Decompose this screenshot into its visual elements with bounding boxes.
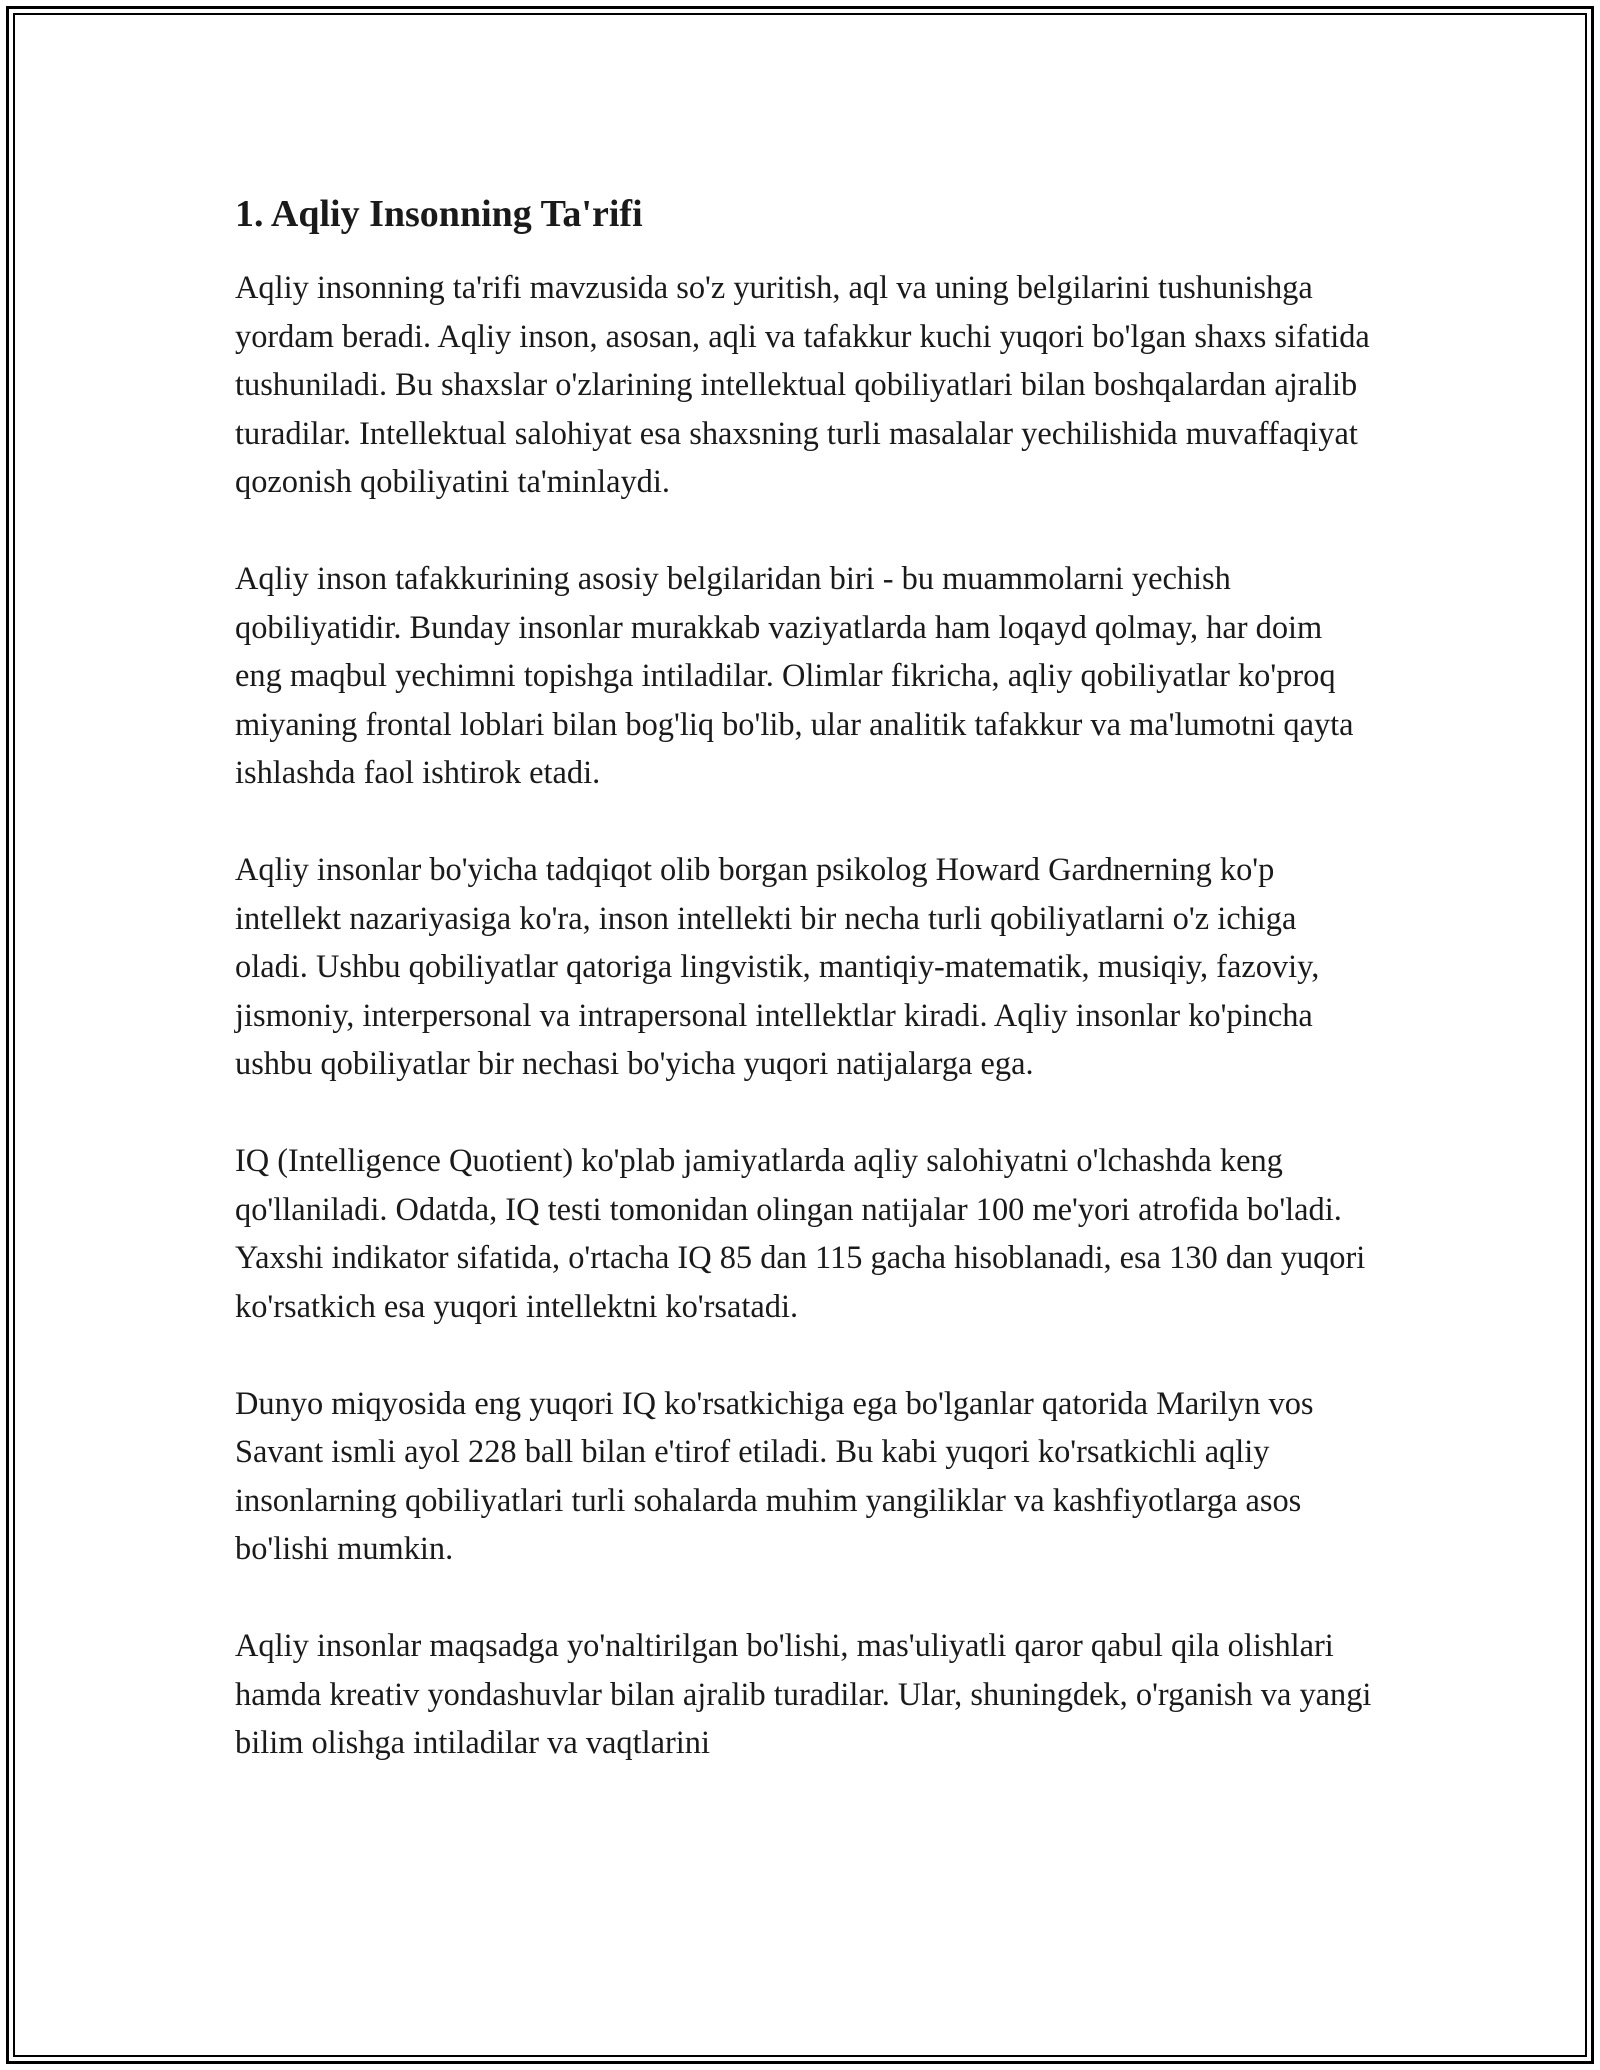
paragraph-highest-iq: Dunyo miqyosida eng yuqori IQ ko'rsatkichiga ega bo'lganlar qatorida Marilyn vos Savant ismli ayol 228 ball bilan e'tirof etiladi. Bu kabi yuqori ko'rsatkichli aqliy insonlarning qobiliyatlari turli sohalarda muhim yangiliklar va kashfiyotlarga asos bo'lishi mumkin.: [235, 1385, 1314, 1567]
section-heading: 1. Aqliy Insonning Ta'rifi: [235, 193, 643, 235]
paragraph-iq: IQ (Intelligence Quotient) ko'plab jamiyatlarda aqliy salohiyatni o'lchashda keng qo'llaniladi. Odatda, IQ testi tomonidan olingan natijalar 100 me'yori atrofida bo'ladi. Yaxshi indikator sifatida, o'rtacha IQ 85 dan 115 gacha hisoblanadi, esa 130 dan yuqori ko'rsatkich esa yuqori intellektni ko'rsatadi.: [235, 1143, 1366, 1325]
paragraph-traits: Aqliy insonlar maqsadga yo'naltirilgan bo'lishi, mas'uliyatli qaror qabul qila olishlari hamda kreativ yondashuvlar bilan ajralib turadilar. Ular, shuningdek, o'rganish va yangi bilim olishga intiladilar va vaqtlarini: [235, 1628, 1372, 1761]
paragraph-problem-solving: Aqliy inson tafakkurining asosiy belgilaridan biri - bu muammolarni yechish qobiliyatidir. Bunday insonlar murakkab vaziyatlarda ham loqayd qolmay, har doim eng maqbul yechimni topishga intiladilar. Olimlar fikricha, aqliy qobiliyatlar ko'proq miyaning frontal loblari bilan bog'liq bo'lib, ular analitik tafakkur va ma'lumotni qayta ishlashda faol ishtirok etadi.: [235, 561, 1354, 791]
paragraph-definition: Aqliy insonning ta'rifi mavzusida so'z yuritish, aql va uning belgilarini tushunishga yordam beradi. Aqliy inson, asosan, aqli va tafakkur kuchi yuqori bo'lgan shaxs sifatida tushuniladi. Bu shaxslar o'zlarining intellektual qobiliyatlari bilan boshqalardan ajralib turadilar. Intellektual salohiyat esa shaxsning turli masalalar yechilishida muvaffaqiyat qozonish qobiliyatini ta'minlaydi.: [235, 270, 1370, 500]
paragraph-gardner-theory: Aqliy insonlar bo'yicha tadqiqot olib borgan psikolog Howard Gardnerning ko'p intellekt nazariyasiga ko'ra, inson intellekti bir necha turli qobiliyatlarni o'z ichiga oladi. Ushbu qobiliyatlar qatoriga lingvistik, mantiqiy-matematik, musiqiy, fazoviy, jismoniy, interpersonal va intrapersonal intellektlar kiradi. Aqliy insonlar ko'pincha ushbu qobiliyatlar bir nechasi bo'yicha yuqori natijalarga ega.: [235, 852, 1320, 1082]
document-body: [235, 186, 1375, 1816]
